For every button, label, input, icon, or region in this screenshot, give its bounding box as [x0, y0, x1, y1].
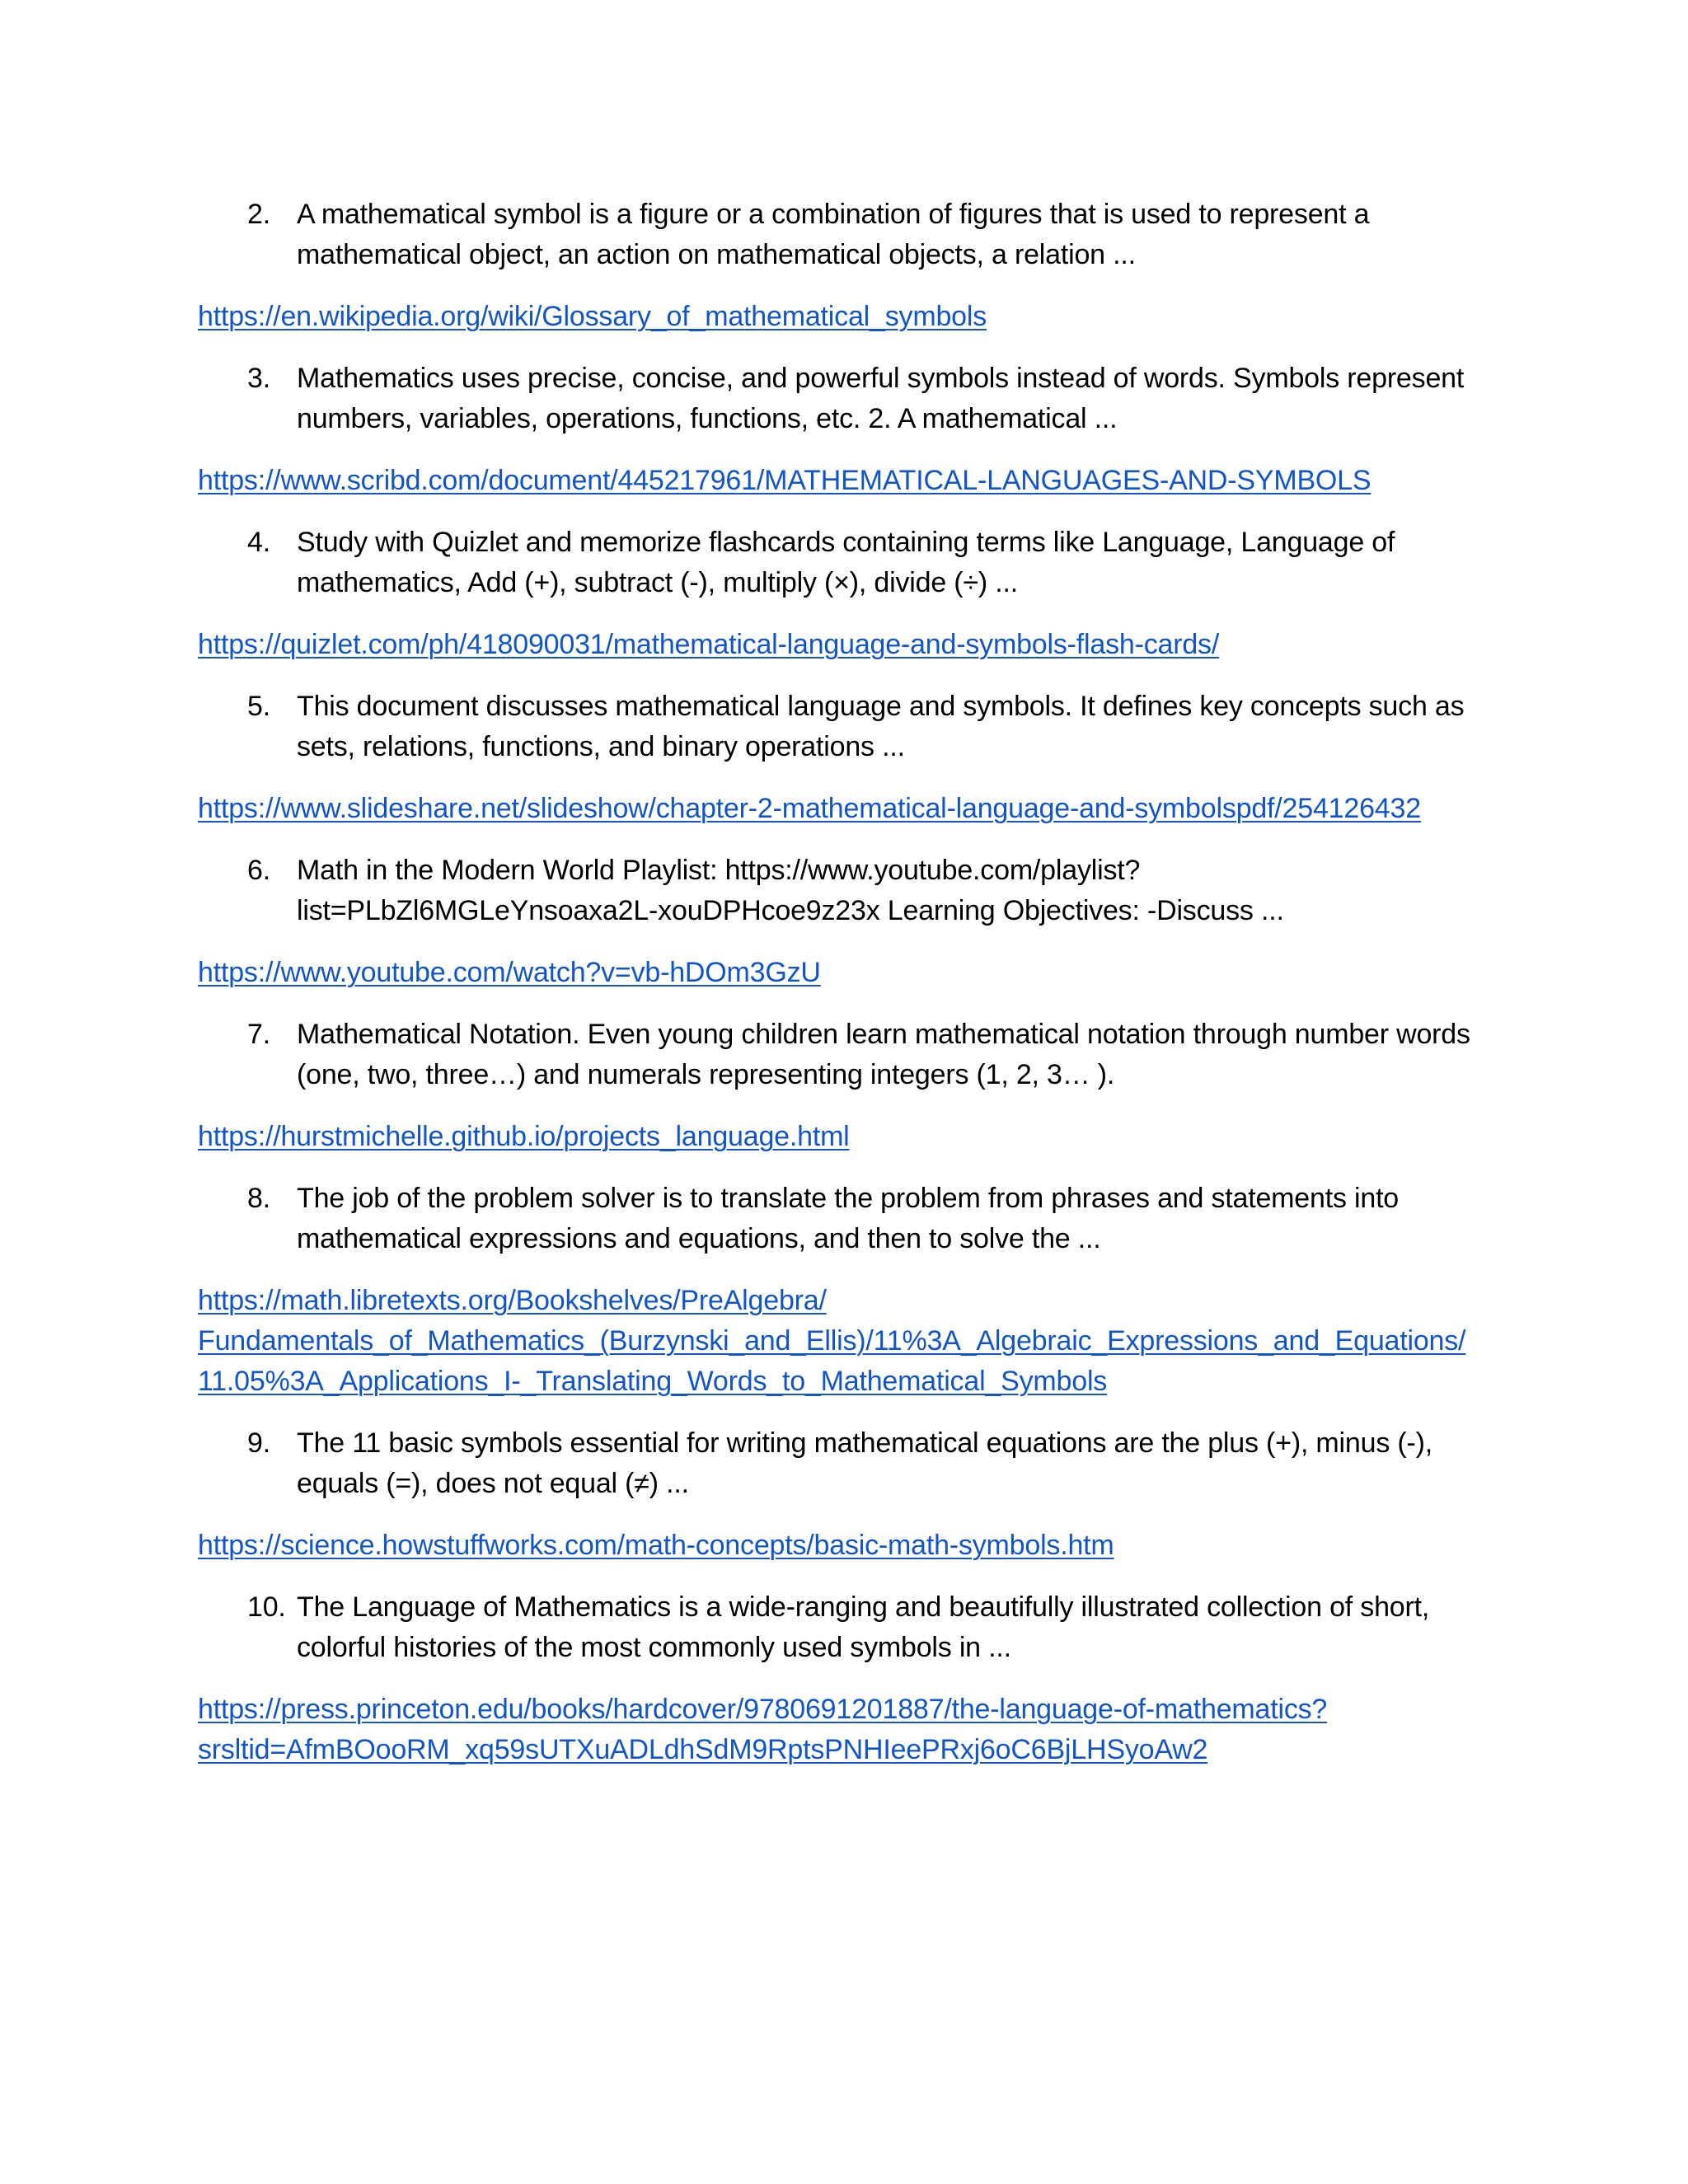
list-item-text-block: [198, 359, 1500, 439]
source-link-line[interactable]: https://en.wikipedia.org/wiki/Glossary_of_mathematical_symbols: [198, 301, 987, 332]
list-item-text: A mathematical symbol is a figure or a combination of figures that is used to represent a mathematical object, an action on mathematical objects, a relation ...: [297, 199, 1370, 270]
source-link-line[interactable]: srsltid=AfmBOooRM_xq59sUTXuADLdhSdM9RptsPNHIeePRxj6oC6BjLHSyoAw2: [198, 1734, 1208, 1765]
list-item-text: Math in the Modern World Playlist: https://www.youtube.com/playlist?list=PLbZl6MGLeYnsoaxa2L-xouDPHcoe9z23x Learning Objectives: -Discuss ...: [297, 855, 1284, 926]
list-item: [198, 1423, 1500, 1566]
source-link[interactable]: [198, 1281, 1500, 1402]
source-link-line[interactable]: https://hurstmichelle.github.io/projects_language.html: [198, 1121, 850, 1152]
list-item-number: 9.: [247, 1427, 270, 1459]
list-item-text: The job of the problem solver is to translate the problem from phrases and statements into mathematical expressions and equations, and then to solve the ...: [297, 1183, 1400, 1254]
list-item-number: 4.: [247, 527, 270, 558]
source-link-line[interactable]: https://quizlet.com/ph/418090031/mathematical-language-and-symbols-flash-cards/: [198, 629, 1220, 660]
list-item: [198, 523, 1500, 665]
list-item-text-block: [198, 1423, 1500, 1504]
list-item: [198, 359, 1500, 501]
source-link[interactable]: [198, 1117, 1500, 1157]
list-item: [198, 1015, 1500, 1157]
source-link[interactable]: [198, 1526, 1500, 1566]
source-link-line[interactable]: https://press.princeton.edu/books/hardcover/9780691201887/the-language-of-mathematics?: [198, 1694, 1328, 1725]
source-link-line[interactable]: https://www.youtube.com/watch?v=vb-hDOm3GzU: [198, 957, 821, 988]
source-link-line[interactable]: 11.05%3A_Applications_I-_Translating_Words_to_Mathematical_Symbols: [198, 1366, 1108, 1397]
list-item-number: 5.: [247, 691, 270, 722]
list-item-text: Mathematics uses precise, concise, and powerful symbols instead of words. Symbols represent numbers, variables, operations, functions, etc. 2. A mathematical ...: [297, 363, 1465, 434]
list-item-text-block: [198, 1015, 1500, 1095]
list-item: [198, 851, 1500, 993]
source-link-line[interactable]: Fundamentals_of_Mathematics_(Burzynski_and_Ellis)/11%3A_Algebraic_Expressions_and_Equations/: [198, 1325, 1466, 1357]
list-item-number: 10.: [247, 1591, 286, 1623]
list-item-text: Study with Quizlet and memorize flashcards containing terms like Language, Language of mathematics, Add (+), subtract (-), multiply (×), divide (÷) ...: [297, 527, 1395, 598]
list-item-text: The Language of Mathematics is a wide-ranging and beautifully illustrated collection of short, colorful histories of the most commonly used symbols in ...: [297, 1591, 1430, 1663]
list-item-number: 8.: [247, 1183, 270, 1214]
list-item: [198, 194, 1500, 337]
list-item-text-block: [198, 1587, 1500, 1668]
list-item-text: This document discusses mathematical language and symbols. It defines key concepts such as sets, relations, functions, and binary operations ...: [297, 691, 1465, 762]
source-link[interactable]: [198, 789, 1500, 829]
list-item-text-block: [198, 687, 1500, 767]
list-item-text-block: [198, 1179, 1500, 1259]
list-item: [198, 1587, 1500, 1770]
source-link[interactable]: [198, 461, 1500, 501]
list-item-text-block: [198, 523, 1500, 603]
list-item-number: 3.: [247, 363, 270, 394]
source-link[interactable]: [198, 625, 1500, 665]
source-link-line[interactable]: https://science.howstuffworks.com/math-concepts/basic-math-symbols.htm: [198, 1530, 1114, 1561]
source-link-line[interactable]: https://math.libretexts.org/Bookshelves/PreAlgebra/: [198, 1285, 827, 1316]
list-item: [198, 687, 1500, 829]
list-item-text: The 11 basic symbols essential for writing mathematical equations are the plus (+), minus (-), equals (=), does not equal (≠) ...: [297, 1427, 1432, 1499]
list-item-number: 7.: [247, 1019, 270, 1050]
document-content: [198, 194, 1500, 1792]
list-item-number: 6.: [247, 855, 270, 886]
source-link[interactable]: [198, 953, 1500, 993]
list-item-text-block: [198, 851, 1500, 931]
source-link-line[interactable]: https://www.slideshare.net/slideshow/chapter-2-mathematical-language-and-symbolspdf/254126432: [198, 793, 1421, 824]
source-link[interactable]: [198, 1690, 1500, 1770]
source-link-line[interactable]: https://www.scribd.com/document/445217961/MATHEMATICAL-LANGUAGES-AND-SYMBOLS: [198, 465, 1372, 496]
source-link[interactable]: [198, 297, 1500, 337]
list-item-number: 2.: [247, 199, 270, 230]
list-item-text: Mathematical Notation. Even young children learn mathematical notation through number words (one, two, three…) and numerals representing integers (1, 2, 3… ).: [297, 1019, 1470, 1090]
list-item: [198, 1179, 1500, 1402]
list-item-text-block: [198, 194, 1500, 275]
